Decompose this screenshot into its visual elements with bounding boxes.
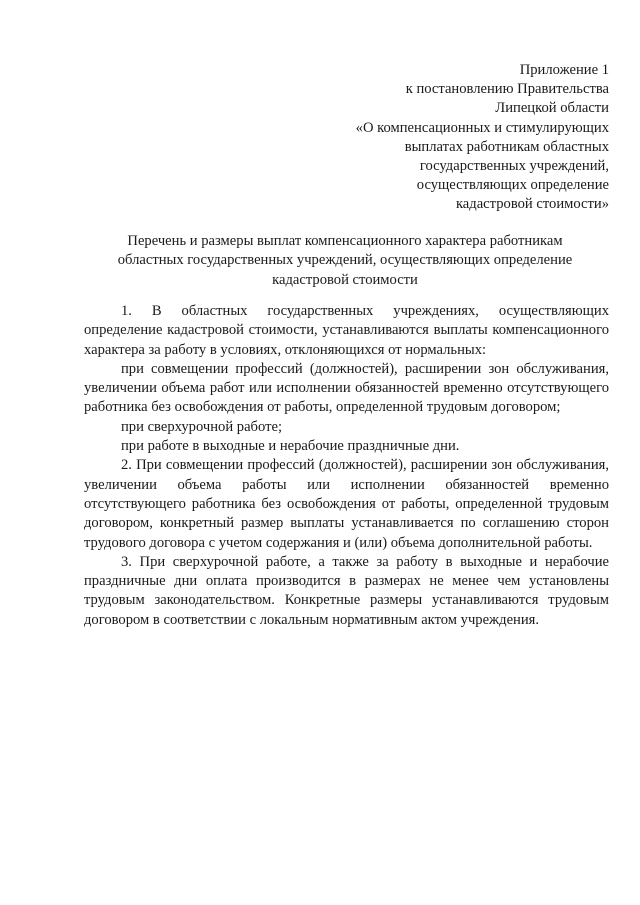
document-body (84, 302, 609, 630)
appendix-line: к постановлению Правительства (405, 81, 609, 98)
appendix-line: «О компенсационных и стимулирующих (355, 119, 609, 136)
title-line: областных государственных учреждений, осуществляющих определение (117, 252, 573, 269)
paragraph-list-item: при совмещении профессий (должностей), расширении зон обслуживания, увеличении объема работ или исполнении обязанностей временно отсутствующего работника без освобождения от работы, определенной трудовым договором; (84, 360, 609, 416)
title-line: Перечень и размеры выплат компенсационного характера работникам (127, 233, 563, 249)
appendix-line: осуществляющих определение (416, 177, 609, 194)
appendix-line: Липецкой области (495, 100, 609, 117)
appendix-line: кадастровой стоимости» (455, 196, 609, 213)
appendix-line: государственных учреждений, (419, 158, 609, 175)
paragraph-list-item: при работе в выходные и нерабочие праздничные дни. (121, 438, 460, 455)
paragraph-3: 3. При сверхурочной работе, а также за работу в выходные и нерабочие праздничные дни оплата производится в размерах не менее чем установлены трудовым законодательством. Конкретные размеры устанавливаются трудовым договором в соответствии с локальным нормативным актом учреждения. (84, 553, 609, 628)
paragraph-1: 1. В областных государственных учреждениях, осуществляющих определение кадастровой стоимости, устанавливаются выплаты компенсационного характера за работу в условиях, отклоняющихся от нормальных: (84, 303, 609, 358)
paragraph-2: 2. При совмещении профессий (должностей), расширении зон обслуживания, увеличении объема работы или исполнении обязанностей временно отсутствующего работника без освобождения от работы, определенной трудовым договором, конкретный размер выплаты устанавливается по соглашению сторон трудового договора с учетом содержания и (или) объема дополнительной работы. (84, 457, 609, 551)
appendix-line: Приложение 1 (519, 62, 609, 78)
title-line: кадастровой стоимости (272, 271, 418, 288)
appendix-line: выплатах работникам областных (404, 138, 609, 155)
paragraph-list-item: при сверхурочной работе; (121, 418, 282, 435)
document-title (80, 232, 610, 290)
appendix-header (309, 61, 609, 215)
